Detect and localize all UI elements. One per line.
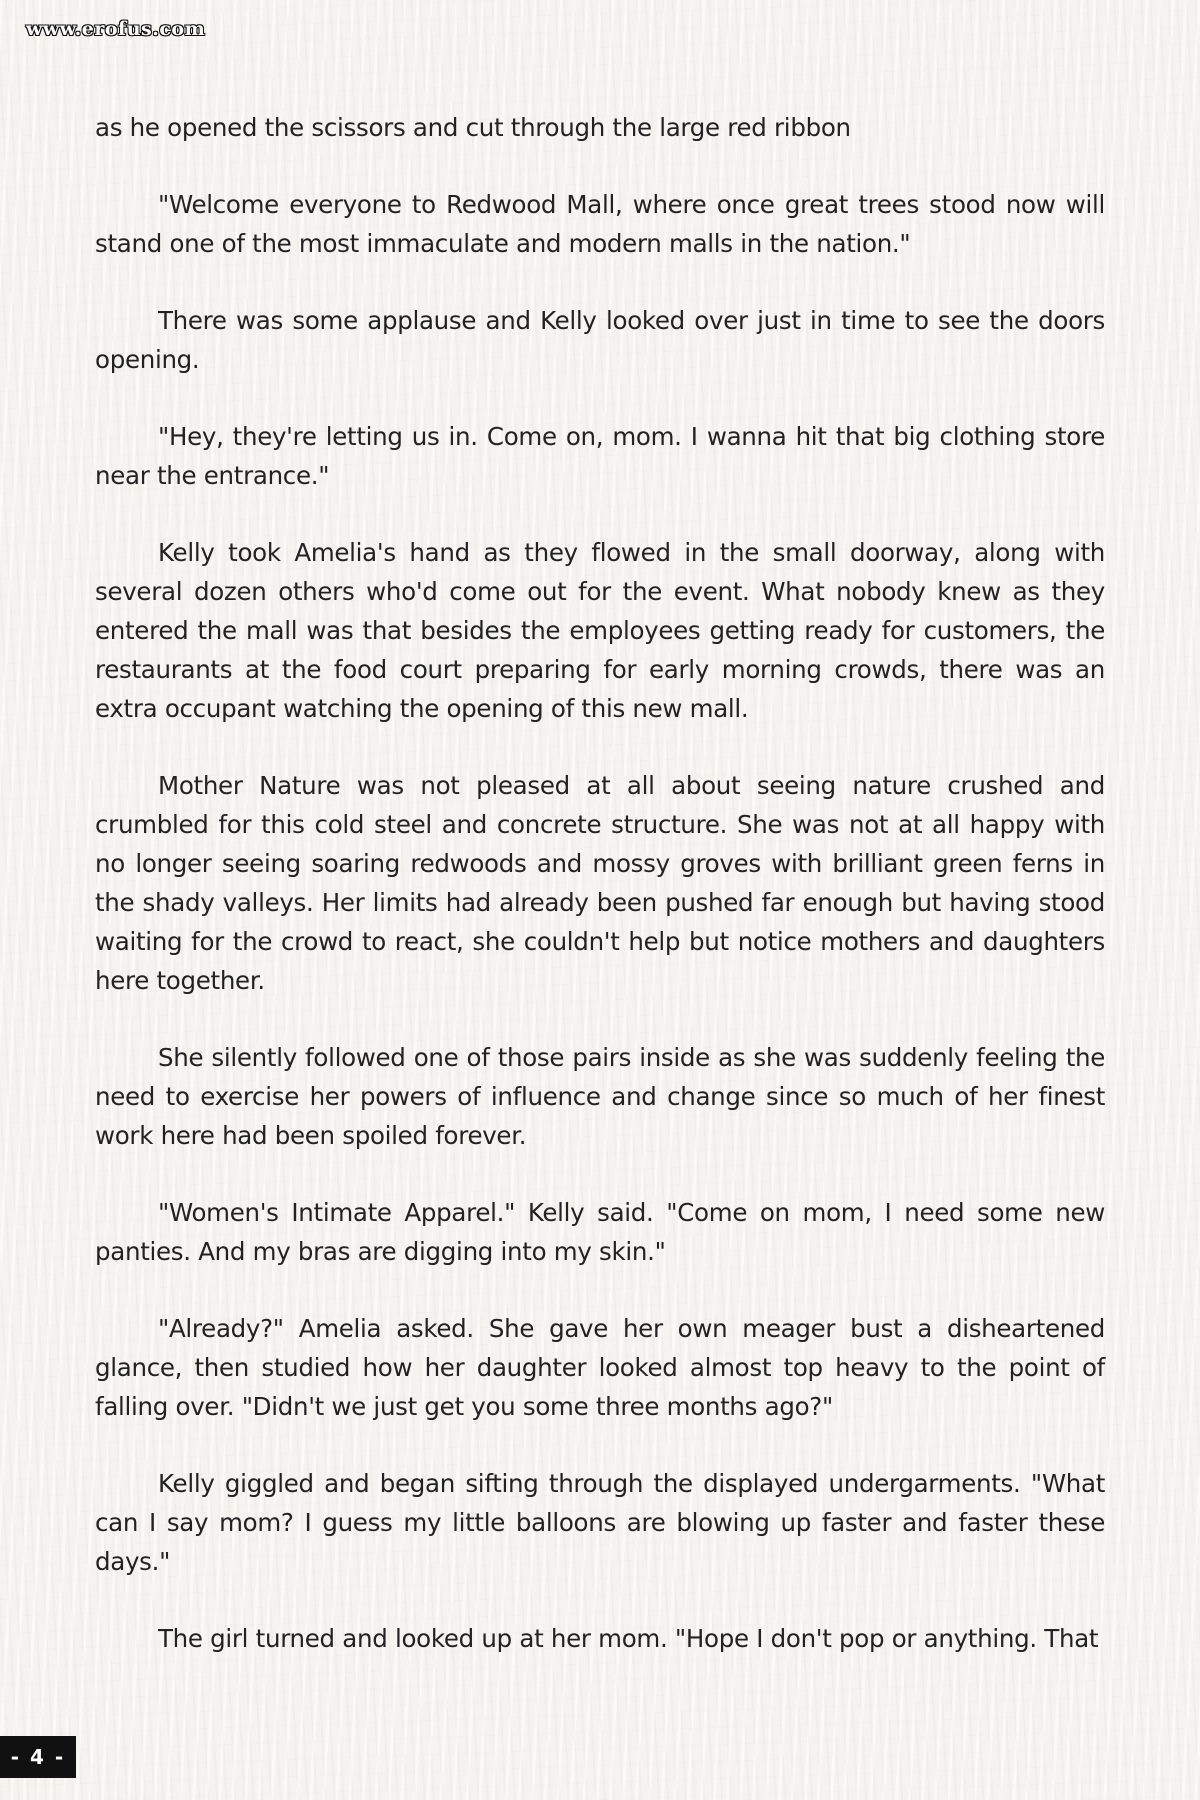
paragraph-4: "Hey, they're letting us in. Come on, mom. I wanna hit that big clothing store near the entrance." [95,422,1105,490]
paragraph-9: "Already?" Amelia asked. She gave her own meager bust a disheartened glance, then studied how her daughter looked almost top heavy to the point of falling over. "Didn't we just get you some three months ago?" [95,1314,1105,1421]
page-body [95,108,1105,1658]
watermark-text: www.erofus.com [26,18,206,40]
paragraph-3: There was some applause and Kelly looked over just in time to see the doors opening. [95,306,1105,374]
paragraph-2: "Welcome everyone to Redwood Mall, where once great trees stood now will stand one of the most immaculate and modern malls in the nation." [95,190,1105,258]
paragraph-7: She silently followed one of those pairs inside as she was suddenly feeling the need to exercise her powers of influence and change since so much of her finest work here had been spoiled forever. [95,1043,1105,1150]
paragraph-8: "Women's Intimate Apparel." Kelly said. "Come on mom, I need some new panties. And my bras are digging into my skin." [95,1198,1105,1266]
paragraph-6: Mother Nature was not pleased at all about seeing nature crushed and crumbled for this cold steel and concrete structure. She was not at all happy with no longer seeing soaring redwoods and mossy groves with brilliant green ferns in the shady valleys. Her limits had already been pushed far enough but having stood waiting for the crowd to react, she couldn't help but notice mothers and daughters here together. [95,771,1105,995]
paragraph-11: The girl turned and looked up at her mom. "Hope I don't pop or anything. That [158,1624,1099,1653]
paragraph-1: as he opened the scissors and cut through the large red ribbon [95,113,851,142]
page-number-badge: - 4 - [0,1736,76,1778]
paragraph-5: Kelly took Amelia's hand as they flowed in the small doorway, along with several dozen others who'd come out for the event. What nobody knew as they entered the mall was that besides the employees getting ready for customers, the restaurants at the food court preparing for early morning crowds, there was an extra occupant watching the opening of this new mall. [95,538,1105,723]
paragraph-10: Kelly giggled and began sifting through the displayed undergarments. "What can I say mom? I guess my little balloons are blowing up faster and faster these days." [95,1469,1105,1576]
